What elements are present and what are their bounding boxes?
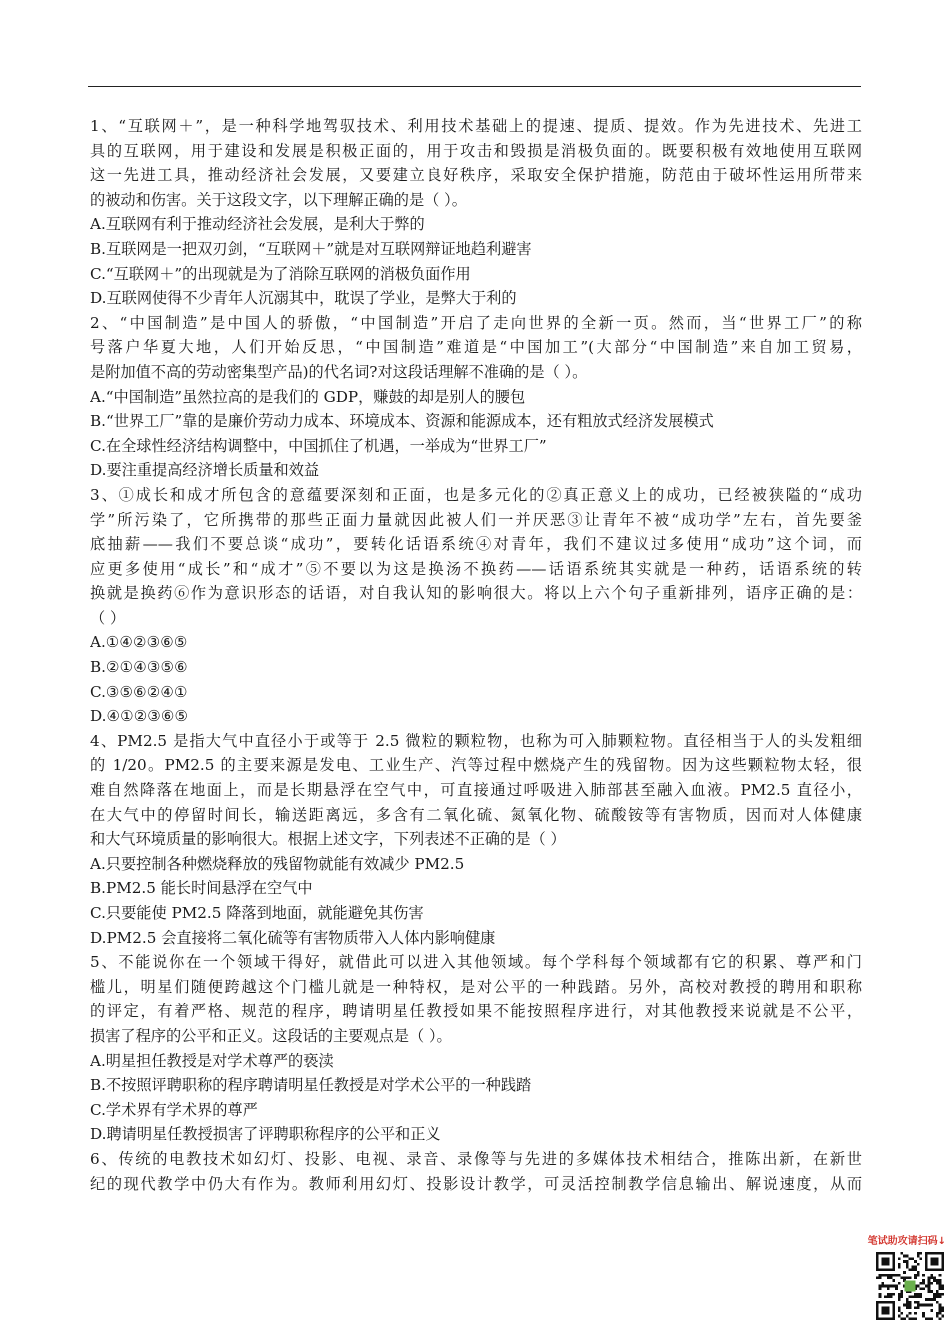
- text-line: D.PM2.5 会直接将二氧化硫等有害物质带入人体内影响健康: [90, 928, 496, 947]
- text-line: D.要注重提高经济增长质量和效益: [90, 461, 320, 480]
- text-line: D.互联网使得不少青年人沉溺其中，耽误了学业，是弊大于利的: [90, 289, 517, 308]
- qr-promo: [862, 1236, 946, 1324]
- text-line: 这一先进工具，推动经济社会发展，又要建立良好秩序，采取安全保护措施，防范由于破坏性运用所带来: [90, 166, 862, 185]
- text-line: A.①④②③⑥⑤: [90, 633, 188, 652]
- header-rule: [88, 86, 861, 87]
- text-line: 2、“中国制造”是中国人的骄傲，“中国制造”开启了走向世界的全新一页。然而，当“世界工厂”的称: [90, 313, 862, 332]
- text-line: D.聘请明星任教授损害了评聘职称程序的公平和正义: [90, 1125, 441, 1144]
- text-line: B.不按照评聘职称的程序聘请明星任教授是对学术公平的一种践踏: [90, 1076, 532, 1095]
- text-line: 换就是换药⑥作为意识形态的话语，对自我认知的影响很大。将以上六个句子重新排列，语序正确的是：: [90, 584, 862, 603]
- text-line: 4、PM2.5 是指大气中直径小于或等于 2.5 微粒的颗粒物，也称为可入肺颗粒物。直径相当于人的头发粗细: [90, 731, 862, 750]
- text-line: 学”所污染了，它所携带的那些正面力量就因此被人们一并厌恶③让青年不被“成功学”左右，首先要釜: [90, 510, 862, 529]
- text-line: 损害了程序的公平和正义。这段话的主要观点是（ ）。: [90, 1026, 452, 1045]
- text-line: 的 1/20。PM2.5 的主要来源是发电、工业生产、汽等过程中燃烧产生的残留物。因为这些颗粒物太轻，很: [90, 756, 862, 775]
- text-line: C.学术界有学术界的尊严: [90, 1100, 258, 1119]
- text-line: D.④①②③⑥⑤: [90, 707, 189, 726]
- text-line: A.只要控制各种燃烧释放的残留物就能有效减少 PM2.5: [90, 854, 465, 873]
- text-line: A.“中国制造”虽然拉高的是我们的 GDP，赚鼓的却是别人的腰包: [90, 387, 526, 406]
- text-line: 底抽薪——我们不要总谈“成功”，要转化话语系统④对青年，我们不建议过多使用“成功”这个词，而: [90, 535, 862, 554]
- text-line: 号落户华夏大地，人们开始反思，“中国制造”难道是“中国加工”(大部分“中国制造”来自加工贸易，: [90, 338, 862, 357]
- text-line: C.只要能使 PM2.5 降落到地面，就能避免其伤害: [90, 904, 424, 922]
- text-line: 1、“互联网＋”，是一种科学地驾驭技术、利用技术基础上的提速、提质、提效。作为先进技术、先进工: [90, 117, 862, 135]
- qr-caption: 笔试助攻请扫码↓: [867, 1236, 946, 1247]
- text-line: B.②①④③⑤⑥: [90, 658, 188, 677]
- text-line: 纪的现代教学中仍大有作为。教师利用幻灯、投影设计教学，可灵活控制教学信息输出、解说速度，从而: [90, 1174, 862, 1193]
- qr-code-icon[interactable]: [876, 1252, 944, 1320]
- text-line: 6、传统的电教技术如幻灯、投影、电视、录音、录像等与先进的多媒体技术相结合，推陈出新，在新世: [90, 1149, 862, 1168]
- text-line: A.明星担任教授是对学术尊严的亵渎: [90, 1051, 334, 1070]
- text-line: （ ）: [90, 608, 126, 627]
- text-line: 5、不能说你在一个领域干得好，就借此可以进入其他领域。每个学科每个领域都有它的积累、尊严和门: [90, 953, 862, 972]
- text-line: B.PM2.5 能长时间悬浮在空气中: [90, 879, 313, 898]
- text-line: B.互联网是一把双刃剑，“互联网＋”就是对互联网辩证地趋利避害: [90, 239, 532, 258]
- text-line: 槛儿，明星们随便跨越这个门槛儿就是一种特权，是对公平的一种践踏。另外，高校对教授的聘用和职称: [90, 977, 862, 996]
- text-line: 的被动和伤害。关于这段文字，以下理解正确的是（ ）。: [90, 190, 467, 209]
- text-line: 难自然降落在地面上，而是长期悬浮在空气中，可直接通过呼吸进入肺部甚至融入血液。PM2.5 直径小，: [90, 781, 862, 800]
- text-line: B.“世界工厂”靠的是廉价劳动力成本、环境成本、资源和能源成本，还有粗放式经济发展模式: [90, 412, 714, 431]
- text-line: A.互联网有利于推动经济社会发展，是利大于弊的: [90, 215, 425, 234]
- text-line: 3、①成长和成才所包含的意蕴要深刻和正面，也是多元化的②真正意义上的成功，已经被狭隘的“成功: [90, 485, 862, 504]
- text-line: C.在全球性经济结构调整中，中国抓住了机遇，一举成为“世界工厂”: [90, 436, 547, 455]
- text-line: 在大气中的停留时间长，输送距离远，多含有二氧化硫、氮氧化物、硫酸铵等有害物质，因而对人体健康: [90, 805, 862, 824]
- text-line: C.③⑤⑥②④①: [90, 682, 188, 701]
- text-line: 应更多使用“成长”和“成才”⑤不要以为这是换汤不换药——话语系统其实就是一种药，话语系统的转: [90, 559, 862, 578]
- text-line: 是附加值不高的劳动密集型产品)的代名词?对这段话理解不准确的是（ ）。: [90, 362, 588, 381]
- text-line: C.“互联网＋”的出现就是为了消除互联网的消极负面作用: [90, 264, 471, 283]
- text-line: 具的互联网，用于建设和发展是积极正面的，用于攻击和毁损是消极负面的。既要积极有效地使用互联网: [90, 141, 862, 160]
- text-line: 的评定，有着严格、规范的程序，聘请明星任教授如果不能按照程序进行，对其他教授来说就是不公平，: [90, 1002, 862, 1021]
- document-body: [90, 114, 862, 1196]
- text-line: 和大气环境质量的影响很大。根据上述文字，下列表述不正确的是（ ）: [90, 830, 566, 849]
